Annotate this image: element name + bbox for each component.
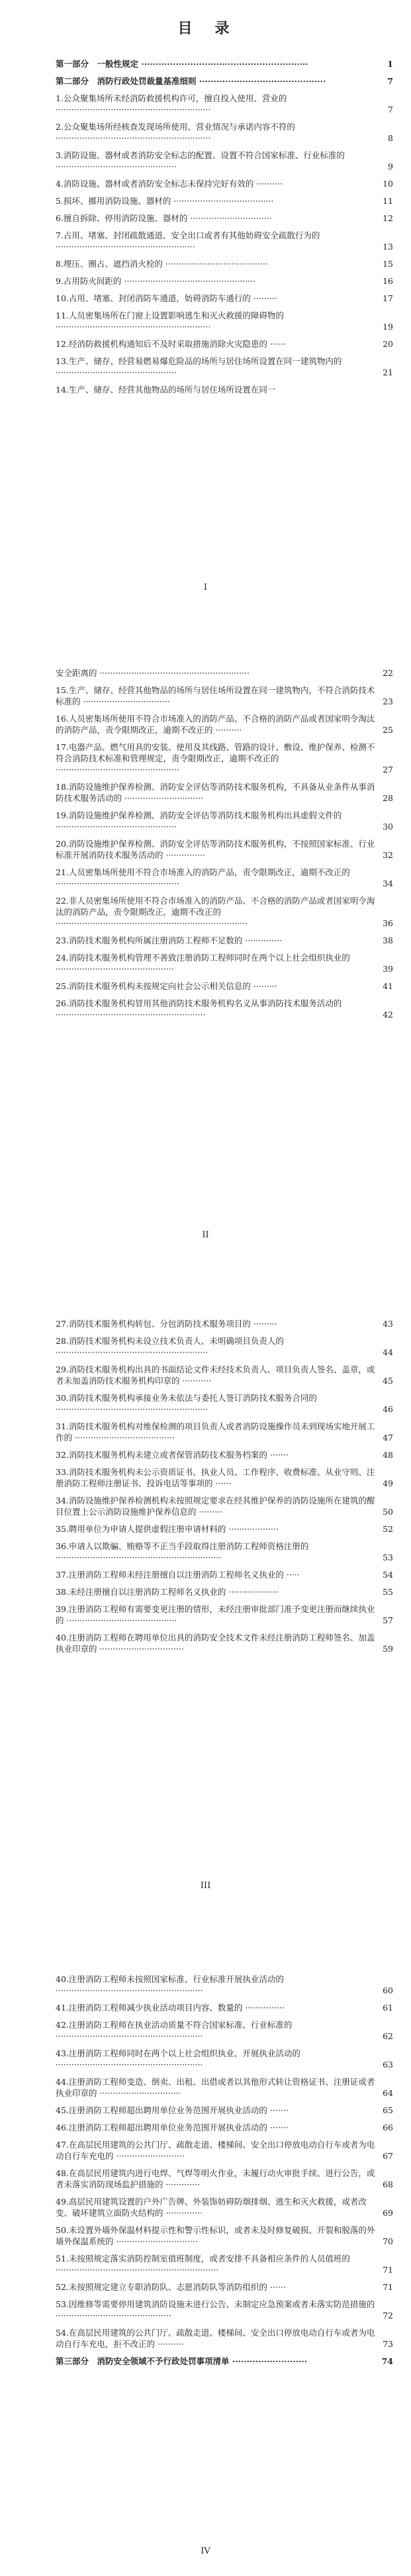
toc-entry-text: 45.注册消防工程师超出聘用单位业务范围开展执业活动的 ······· — [56, 2105, 289, 2115]
toc-entry-text: 17.电器产品、燃气用具的安装、使用及其线路、管路的设计、敷设、维护保养、检测不符合消防技术标准和管理规定，责令限期改正，逾期不改正的 ··············································· — [56, 742, 375, 775]
toc-entry[interactable] — [56, 1449, 393, 1460]
toc-entry-page: 23 — [383, 696, 393, 706]
toc-entry[interactable] — [56, 2105, 393, 2116]
toc-entry-page: 10 — [383, 179, 393, 189]
toc-entry-page: 49 — [383, 1478, 393, 1488]
toc-entry[interactable] — [56, 952, 393, 975]
toc-entry-text: 5.损坏、挪用消防设施、器材的 ······································ — [56, 196, 274, 206]
toc-entry[interactable] — [56, 1523, 393, 1535]
toc-entry[interactable] — [56, 384, 393, 395]
toc-entry[interactable] — [56, 2356, 393, 2367]
toc-entry-page: 1 — [387, 59, 393, 69]
toc-list — [56, 1974, 393, 2373]
toc-entry-page: 57 — [383, 1615, 393, 1625]
toc-entry-text: 10.占用、堵塞、封闭消防车通道，妨碍消防车通行的 ········· — [56, 293, 277, 303]
toc-entry[interactable] — [56, 667, 393, 679]
toc-entry-text: 8.埋压、圈占、遮挡消火栓的 ······································· — [56, 259, 268, 269]
toc-entry-page: 55 — [383, 1587, 393, 1597]
toc-entry[interactable] — [56, 121, 393, 144]
toc-entry[interactable] — [56, 1541, 393, 1563]
toc-entry[interactable] — [56, 781, 393, 804]
toc-entry[interactable] — [56, 2139, 393, 2162]
toc-entry[interactable] — [56, 293, 393, 304]
toc-entry[interactable] — [56, 685, 393, 707]
toc-entry[interactable] — [56, 2281, 393, 2293]
toc-entry[interactable] — [56, 2019, 393, 2042]
toc-entry[interactable] — [56, 2002, 393, 2013]
toc-entry-page: 43 — [383, 1319, 393, 1329]
toc-entry-page: 66 — [383, 2123, 393, 2132]
toc-entry-page: 54 — [383, 1570, 393, 1580]
toc-entry-text: 25.消防技术服务机构未按规定向社会公示相关信息的 ········· — [56, 981, 277, 991]
toc-entry-page: 71 — [383, 2282, 393, 2292]
toc-entry-page: 69 — [383, 2208, 393, 2218]
toc-entry[interactable] — [56, 2168, 393, 2190]
toc-entry-text: 13.生产、储存、经营易燃易爆危险品的场所与居住场所设置在同一建筑物内的 ·············································· — [56, 356, 342, 377]
toc-entry[interactable] — [56, 1586, 393, 1598]
toc-entry[interactable] — [56, 1318, 393, 1329]
toc-entry-page: 68 — [383, 2179, 393, 2189]
toc-entry-text: 47.在高层民用建筑的公共门厅、疏散走道、楼梯间、安全出口停放电动自行车或者为电动自行车充电的 ·························· — [56, 2140, 375, 2161]
toc-entry-page: 20 — [383, 339, 393, 349]
toc-entry-text: 6.擅自拆除、停用消防设施、器材的 ······························· — [56, 213, 272, 223]
toc-entry-text: 24.消防技术服务机构管理不善致注册消防工程师同时在两个以上社会组织执业的 ············································· — [56, 953, 350, 974]
toc-entry-page: 7 — [387, 76, 393, 86]
toc-page-4 — [0, 1926, 411, 2576]
toc-entry[interactable] — [56, 2299, 393, 2321]
page-number: I — [203, 583, 208, 593]
toc-entry-text: 9.占用防火间距的 ·················································· — [56, 276, 256, 286]
toc-entry-text: 35.聘用单位为申请人提供虚假注册申请材料的 ··················· — [56, 1524, 279, 1534]
toc-entry-text: 36.申请人以欺骗、贿赂等不正当手段取得注册消防工程师资格注册的 ······························································· — [56, 1541, 309, 1562]
toc-entry[interactable] — [56, 1364, 393, 1386]
toc-entry-text: 7.占用、堵塞、封闭疏散通道、安全出口或者有其他妨碍安全疏散行为的 ····················································· — [56, 230, 320, 252]
toc-entry-page: 61 — [383, 2003, 393, 2013]
toc-entry-page: 53 — [383, 1552, 393, 1562]
toc-entry-text: 32.消防技术服务机构未建立或者保管消防技术服务档案的 ······· — [56, 1450, 289, 1460]
toc-entry-text: 48.在高层民用建筑内进行电焊、气焊等明火作业，未履行动火审批手续、进行公告，或者未落实消防现场监护措施的 ············· — [56, 2168, 375, 2189]
toc-entry[interactable] — [56, 980, 393, 992]
toc-entry[interactable] — [56, 1466, 393, 1489]
toc-entry-page: 16 — [383, 276, 393, 286]
toc-entry-text: 安全距离的 ························································· — [56, 668, 250, 678]
toc-entry[interactable] — [56, 810, 393, 832]
toc-entry-text: 51.未按照规定落实消防控制室值班制度，或者安排不具备相应条件的人员值班的 ······························································ — [56, 2254, 350, 2275]
toc-entry-page: 50 — [383, 1507, 393, 1517]
toc-entry-page: 63 — [383, 2060, 393, 2070]
toc-entry-page: 72 — [383, 2311, 393, 2320]
toc-entry[interactable] — [56, 230, 393, 252]
toc-entry-page: 12 — [383, 213, 393, 223]
toc-entry-page: 48 — [383, 1450, 393, 1460]
toc-entry-text: 21.人员密集场所使用不符合市场准入的消防产品，责令限期改正，逾期不改正的 ··············································· — [56, 867, 350, 888]
toc-entry[interactable] — [56, 195, 393, 207]
toc-entry-text: 4.消防设施、器材或者消防安全标志未保持完好有效的 ·········· — [56, 179, 283, 189]
toc-entry-page: 15 — [383, 259, 393, 269]
toc-entry-text: 40.注册消防工程师在聘用单位出具的消防安全技术文件未经注册消防工程师签名、加盖执业印章的 ································ — [56, 1633, 375, 1654]
toc-entry-page: 28 — [383, 793, 393, 803]
toc-entry-page: 71 — [383, 2265, 393, 2275]
toc-entry-page: 39 — [383, 964, 393, 974]
toc-entry[interactable] — [56, 75, 393, 87]
toc-entry-text: 52.未按照规定建立专职消防队、志愿消防队等消防组织的 ······ — [56, 2282, 286, 2292]
toc-list — [56, 1318, 393, 1660]
toc-entry-page: 59 — [383, 1644, 393, 1654]
toc-entry[interactable] — [56, 2253, 393, 2275]
toc-entry-text: 1.公众聚集场所未经消防救援机构许可，擅自投入使用、营业的 ··························································· — [56, 93, 287, 115]
page-number: IV — [201, 2546, 210, 2556]
toc-entry-page: 41 — [383, 981, 393, 991]
toc-title: 目 录 — [177, 20, 234, 37]
toc-entry-text: 18.消防设施维护保养检测、消防安全评估等消防技术服务机构，不具备从业条件从事消防技术服务活动的 ······························ — [56, 782, 375, 803]
toc-entry-text: 15.生产、储存、经营其他物品的场所与居住场所设置在同一建筑物内，不符合消防技术标准的 ································· — [56, 685, 375, 706]
toc-entry[interactable] — [56, 93, 393, 115]
toc-entry[interactable] — [56, 2327, 393, 2350]
page-number: III — [200, 1881, 211, 1891]
toc-entry-text: 53.因维修等需要停用建筑消防设施未进行公告、未制定应急预案或者未落实防范措施的 ············································ — [56, 2299, 375, 2320]
toc-entry-text: 第二部分 消防行政处罚裁量基准细则 ············································ — [56, 76, 326, 86]
page-number: II — [202, 1230, 209, 1240]
toc-entry-page: 73 — [383, 2339, 393, 2349]
toc-entry-page: 60 — [383, 1985, 393, 1995]
toc-entry[interactable] — [56, 713, 393, 736]
toc-entry[interactable] — [56, 258, 393, 269]
toc-entry-page: 32 — [383, 850, 393, 860]
toc-entry[interactable] — [56, 1335, 393, 1358]
toc-entry[interactable] — [56, 150, 393, 172]
toc-entry[interactable] — [56, 2076, 393, 2099]
toc-entry-page: 74 — [381, 2356, 393, 2366]
toc-entry-text: 54.在高层民用建筑的公共门厅、疏散走道、楼梯间、安全出口停放电动自行车或者为电动自行车充电，拒不改正的 ·········· — [56, 2328, 375, 2349]
toc-page-1 — [0, 0, 411, 622]
toc-entry[interactable] — [56, 178, 393, 189]
toc-entry[interactable] — [56, 1632, 393, 1654]
toc-entry-page: 19 — [383, 322, 393, 332]
toc-entry-text: 30.消防技术服务机构承接业务未依法与委托人签订消防技术服务合同的 ·························································· — [56, 1393, 317, 1414]
toc-entry-text: 44.注册消防工程师变造、倒卖、出租、出借或者以其他形式转让资格证书、注册证或者执业印章的 ······························· — [56, 2077, 375, 2098]
toc-entry-page: 42 — [383, 1010, 393, 1020]
toc-entry[interactable] — [56, 1569, 393, 1580]
toc-entry[interactable] — [56, 275, 393, 287]
toc-entry-text: 38.未经注册擅自以注册消防工程师名义执业的 ··················· — [56, 1587, 279, 1597]
toc-entry-text: 40.注册消防工程师未按照国家标准、行业标准开展执业活动的 ························································ — [56, 1974, 284, 1995]
toc-page-3 — [0, 1272, 411, 1921]
toc-entry[interactable] — [56, 338, 393, 350]
toc-entry-page: 64 — [383, 2088, 393, 2098]
toc-entry[interactable] — [56, 998, 393, 1020]
toc-entry-text: 31.消防技术服务机构对维保检测的项目负责人或者消防设施操作员未到现场实地开展工作的 ······································ — [56, 1421, 375, 1443]
toc-entry-page: 17 — [383, 293, 393, 303]
toc-entry-text: 第一部分 一般性规定 ·························································· — [56, 59, 308, 69]
toc-entry-text: 23.消防技术服务机构所属注册消防工程师不足数的 ·············· — [56, 935, 282, 945]
toc-entry-text: 19.消防设施维护保养检测、消防安全评估等消防技术服务机构出具虚假文件的 ·············································· — [56, 810, 342, 832]
toc-entry-text: 14.生产、储存、经营其他物品的场所与居住场所设置在同一 — [56, 385, 276, 395]
toc-entry-page: 13 — [383, 242, 393, 252]
toc-entry-page: 34 — [383, 879, 393, 888]
toc-entry-page: 62 — [383, 2031, 393, 2041]
toc-entry[interactable] — [56, 310, 393, 332]
toc-entry[interactable] — [56, 935, 393, 946]
toc-entry-text: 3.消防设施、器材或者消防安全标志的配置、设置不符合国家标准、行业标准的 ·············································· — [56, 150, 345, 171]
toc-entry-page: 47 — [383, 1433, 393, 1443]
toc-entry-page: 21 — [383, 367, 393, 377]
toc-entry-text: 46.注册消防工程师超出聘用单位业务范围开展执业活动的 ······· — [56, 2123, 289, 2132]
toc-entry[interactable] — [56, 58, 393, 70]
toc-entry-page: 9 — [388, 162, 393, 171]
toc-entry-text: 11.人员密集场所在门窗上设置影响逃生和灭火救援的障碍物的 ··························································· — [56, 310, 284, 332]
toc-entry-text: 50.未设置外墙外保温材料提示性和警示性标识，或者未及时修复破损、开裂和脱落的外墙外保温系统的 ······························· — [56, 2225, 375, 2246]
toc-entry[interactable] — [56, 213, 393, 224]
toc-entry-page: 65 — [383, 2105, 393, 2115]
toc-entry[interactable] — [56, 356, 393, 378]
toc-entry[interactable] — [56, 2122, 393, 2133]
toc-entry-text: 2.公众聚集场所经核查发现场所使用、营业情况与承诺内容不符的 ··························································· — [56, 122, 295, 143]
toc-entry-text: 第三部分 消防安全领域不予行政处罚事项清单 ·························· — [56, 2356, 307, 2366]
toc-page-2 — [0, 628, 411, 1266]
toc-entry-text: 22.非人员密集场所使用不符合市场准入的消防产品、不合格的消防产品或者国家明令淘汰的消防产品，责令限期改正，逾期不改正的 ········································································· — [56, 896, 375, 928]
toc-entry-page: 8 — [388, 133, 393, 143]
toc-entry-text: 20.消防设施维护保养检测、消防安全评估等消防技术服务机构，不按照国家标准、行业标准开展消防技术服务活动的 ··············· — [56, 839, 375, 860]
toc-entry[interactable] — [56, 1495, 393, 1517]
toc-entry-page: 22 — [383, 668, 393, 678]
toc-entry[interactable] — [56, 1603, 393, 1626]
toc-entry-text: 42.注册消防工程师在执业活动质量不符合国家标准、行业标准的 ························································ — [56, 2020, 293, 2041]
toc-entry-text: 26.消防技术服务机构冒用其他消防技术服务机构名义从事消防技术服务活动的 ························································· — [56, 998, 342, 1020]
toc-entry-page: 30 — [383, 822, 393, 832]
toc-entry-page: 7 — [388, 105, 393, 115]
toc-entry-text: 33.消防技术服务机构未公示资质证书、执业人员、工作程序、收费标准、从业守则、注册消防工程师注册证书、投诉电话等事项的 ······ — [56, 1467, 375, 1488]
toc-entry-page: 36 — [383, 918, 393, 928]
toc-entry-page: 70 — [383, 2236, 393, 2246]
toc-entry-text: 39.注册消防工程师有需要变更注册的情形，未经注册审批部门准予变更注册而继续执业的 ·········································· — [56, 1604, 375, 1625]
toc-list — [56, 667, 393, 1026]
toc-entry-text: 49.高层民用建筑设置的户外广告牌、外装饰妨碍防烟排烟、逃生和灭火救援，或者改变、破坏建筑立面防火结构的 ·············· — [56, 2197, 367, 2218]
toc-entry-page: 52 — [383, 1524, 393, 1534]
toc-entry-text: 41.注册消防工程师减少执业活动项目内容、数量的 ··············· — [56, 2003, 285, 2013]
toc-entry-text: 29.消防技术服务机构出具的书面结论文件未经技术负责人、项目负责人签名、盖章，或者未加盖消防技术服务机构印章的 ··········· — [56, 1364, 375, 1386]
toc-entry[interactable] — [56, 2048, 393, 2070]
toc-entry-page: 38 — [383, 935, 393, 945]
toc-entry-page: 45 — [383, 1376, 393, 1386]
toc-entry-page: 46 — [383, 1404, 393, 1414]
toc-entry-text: 37.注册消防工程师未经注册擅自以注册消防工程师名义执业的 ····· — [56, 1570, 300, 1580]
toc-entry-text: 28.消防技术服务机构未设立技术负责人、未明确项目负责人的 ·························································· — [56, 1336, 284, 1357]
toc-entry-text: 34.消防设施维护保养检测机构未按照规定要求在经其维护保养的消防设施所在建筑的醒目位置上公示消防设施维护保养信息的 ········· — [56, 1496, 375, 1517]
toc-entry-text: 27.消防技术服务机构转包、分包消防技术服务项目的 ········· — [56, 1319, 277, 1329]
toc-entry[interactable] — [56, 2196, 393, 2218]
toc-entry[interactable] — [56, 895, 393, 929]
toc-entry-page: 27 — [383, 765, 393, 775]
toc-entry-text: 12.经消防救援机构通知后不及时采取措施消除火灾隐患的 ······ — [56, 339, 286, 349]
toc-entry-text: 16.人员密集场所使用不符合市场准入的消防产品、不合格的消防产品或者国家明令淘汰的消防产品，责令限期改正，逾期不改正的 ·········· — [56, 714, 375, 735]
toc-entry[interactable] — [56, 867, 393, 889]
toc-entry-text: 43.注册消防工程师同时在两个以上社会组织执业、开展执业活动的 ························································ — [56, 2048, 300, 2070]
toc-entry[interactable] — [56, 741, 393, 775]
toc-entry[interactable] — [56, 1421, 393, 1443]
toc-entry[interactable] — [56, 1392, 393, 1415]
toc-entry[interactable] — [56, 2224, 393, 2247]
toc-entry-page: 25 — [383, 725, 393, 735]
toc-entry-page: 67 — [383, 2151, 393, 2161]
toc-entry[interactable] — [56, 1974, 393, 1996]
toc-entry-page: 44 — [383, 1347, 393, 1357]
toc-entry-page: 11 — [383, 196, 393, 206]
toc-list — [56, 58, 393, 401]
toc-entry[interactable] — [56, 838, 393, 861]
